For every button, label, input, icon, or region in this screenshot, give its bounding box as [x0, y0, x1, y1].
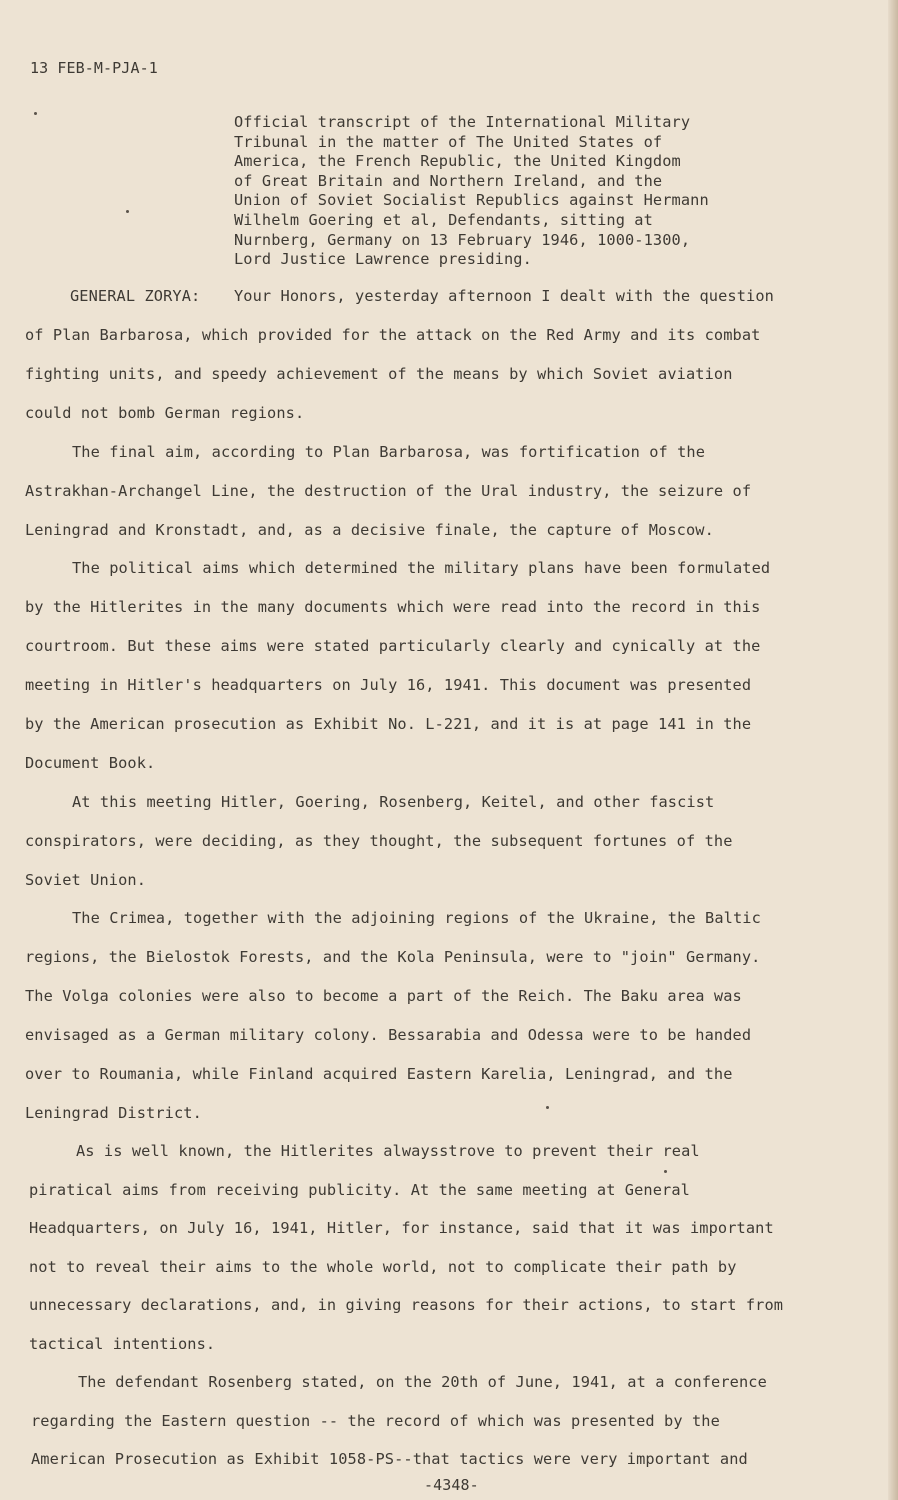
body-line: could not bomb German regions.	[25, 404, 305, 422]
body-line: The Volga colonies were also to become a part of the Reich. The Baku area was	[25, 987, 742, 1005]
body-line: The political aims which determined the military plans have been formulated	[72, 559, 771, 577]
page-number: -4348-	[424, 1476, 479, 1494]
header-line: America, the French Republic, the United Kingdom	[234, 152, 681, 171]
paper-speck	[126, 210, 129, 213]
body-line: tactical intentions.	[29, 1335, 216, 1353]
body-line: Leningrad District.	[25, 1104, 202, 1122]
header-line: Union of Soviet Socialist Republics against Hermann	[234, 191, 709, 210]
body-line: Document Book.	[25, 754, 156, 772]
body-line: As is well known, the Hitlerites alwaysstrove to prevent their real	[76, 1142, 700, 1160]
header-line: Lord Justice Lawrence presiding.	[234, 250, 532, 269]
body-line: unnecessary declarations, and, in giving reasons for their actions, to start from	[29, 1296, 784, 1314]
body-line: The final aim, according to Plan Barbarosa, was fortification of the	[72, 443, 706, 461]
header-line: of Great Britain and Northern Ireland, and the	[234, 171, 663, 190]
body-line: The Crimea, together with the adjoining regions of the Ukraine, the Baltic	[72, 909, 761, 927]
body-line: courtroom. But these aims were stated particularly clearly and cynically at the	[25, 637, 761, 655]
header-line: Nurnberg, Germany on 13 February 1946, 1000-1300,	[234, 230, 691, 249]
body-line: over to Roumania, while Finland acquired Eastern Karelia, Leningrad, and the	[25, 1065, 733, 1083]
header-line: Wilhelm Goering et al, Defendants, sitting at	[234, 210, 653, 229]
body-line: fighting units, and speedy achievement of the means by which Soviet aviation	[25, 365, 733, 383]
body-line: American Prosecution as Exhibit 1058-PS--that tactics were very important and	[31, 1450, 748, 1468]
page-edge-shadow	[888, 0, 898, 1500]
body-line: meeting in Hitler's headquarters on July 16, 1941. This document was presented	[25, 676, 752, 694]
body-line: Astrakhan-Archangel Line, the destruction of the Ural industry, the seizure of	[25, 482, 752, 500]
body-line: by the Hitlerites in the many documents which were read into the record in this	[25, 598, 761, 616]
body-line: not to reveal their aims to the whole world, not to complicate their path by	[29, 1258, 737, 1276]
body-line: piratical aims from receiving publicity. At the same meeting at General	[29, 1181, 690, 1199]
paper-speck	[34, 112, 37, 115]
header-line: Tribunal in the matter of The United States of	[234, 132, 663, 151]
body-line: Leningrad and Kronstadt, and, as a decisive finale, the capture of Moscow.	[25, 521, 714, 539]
body-line: regions, the Bielostok Forests, and the Kola Peninsula, were to "join" Germany.	[25, 948, 761, 966]
body-line: At this meeting Hitler, Goering, Rosenberg, Keitel, and other fascist	[72, 793, 715, 811]
header-line: Official transcript of the International Military	[234, 113, 691, 131]
paper-speck	[546, 1106, 549, 1109]
body-line: envisaged as a German military colony. Bessarabia and Odessa were to be handed	[25, 1026, 752, 1044]
document-reference: 13 FEB-M-PJA-1	[30, 59, 158, 77]
body-line: conspirators, were deciding, as they thought, the subsequent fortunes of the	[25, 832, 733, 850]
body-line: of Plan Barbarosa, which provided for the attack on the Red Army and its combat	[25, 326, 761, 344]
paper-speck	[664, 1170, 667, 1173]
speaker-label: GENERAL ZORYA:	[70, 287, 201, 305]
body-line: Soviet Union.	[25, 871, 147, 889]
body-line: The defendant Rosenberg stated, on the 20th of June, 1941, at a conference	[78, 1373, 767, 1391]
body-line: by the American prosecution as Exhibit No. L-221, and it is at page 141 in the	[25, 715, 752, 733]
body-line: Headquarters, on July 16, 1941, Hitler, for instance, said that it was important	[29, 1219, 774, 1237]
body-line: Your Honors, yesterday afternoon I dealt with the question	[234, 287, 774, 305]
body-line: regarding the Eastern question -- the record of which was presented by the	[31, 1412, 720, 1430]
transcript-header	[234, 113, 754, 270]
